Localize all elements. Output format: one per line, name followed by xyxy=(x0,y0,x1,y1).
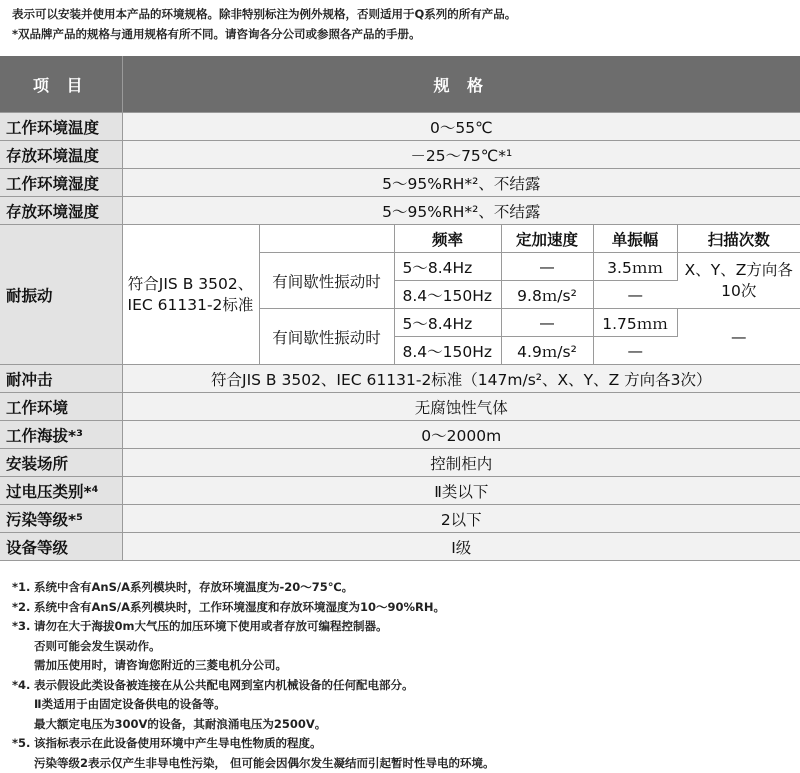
spec-table xyxy=(0,56,800,561)
footnote-line: 污染等级2表示仅产生非导电性污染， 但可能会因偶尔发生凝结而引起暂时性导电的环境。 xyxy=(34,755,495,770)
footnote-mark: *4. xyxy=(12,677,31,692)
row-item: 工作环境湿度 xyxy=(0,169,122,197)
vibration-sweep: — xyxy=(677,309,800,365)
footnote-line: 请勿在大于海拔0m大气压的加压环境下使用或者存放可编程控制器。 xyxy=(34,619,388,633)
row-value: Ⅰ级 xyxy=(122,533,800,561)
footnote xyxy=(12,598,495,618)
footnote-line: 需加压使用时，请咨询您附近的三菱电机分公司。 xyxy=(34,658,287,672)
footnote-line: 系统中含有AnS/A系列模块时，工作环境湿度和存放环境湿度为10～90%RH。 xyxy=(34,599,445,614)
footnote-line: 该指标表示在此设备使用环境中产生导电性物质的程度。 xyxy=(34,736,322,750)
row-value: 0～55℃ xyxy=(122,113,800,141)
table-row xyxy=(0,365,800,393)
vibration-freq: 5～8.4Hz xyxy=(394,253,501,281)
vibration-amp: 3.5ｍｍ xyxy=(593,253,677,281)
footnote xyxy=(12,734,495,773)
row-item: 设备等级 xyxy=(0,533,122,561)
footnote-mark: *3. xyxy=(12,619,31,633)
row-item: 存放环境温度 xyxy=(0,141,122,169)
row-value: 5～95%RH*²、不结露 xyxy=(122,169,800,197)
row-value: Ⅱ类以下 xyxy=(122,477,800,505)
row-value: 控制柜内 xyxy=(122,449,800,477)
table-row xyxy=(0,197,800,225)
footnote-mark: *5. xyxy=(12,736,31,750)
row-value: 符合JIS B 3502、IEC 61131-2标准（147m/s²、X、Y、Z 方向各3次） xyxy=(122,365,800,393)
footnote-line: 表示假设此类设备被连接在从公共配电网到室内机械设备的任何配电部分。 xyxy=(34,677,414,692)
row-item: 工作海拔*³ xyxy=(0,421,122,449)
row-item: 过电压类别*⁴ xyxy=(0,477,122,505)
vibration-amp: 1.75ｍｍ xyxy=(593,309,677,337)
row-item: 存放环境湿度 xyxy=(0,197,122,225)
row-value: 5～95%RH*²、不结露 xyxy=(122,197,800,225)
table-row xyxy=(0,449,800,477)
row-item: 安装场所 xyxy=(0,449,122,477)
intro-line: *双品牌产品的规格与通用规格有所不同。请咨询各分公司或参照各产品的手册。 xyxy=(12,27,421,41)
vibration-freq: 5～8.4Hz xyxy=(394,309,501,337)
vibration-sweep-header: 扫描次数 xyxy=(677,225,800,253)
vibration-freq: 8.4～150Hz xyxy=(394,281,501,309)
header-spec: 规 格 xyxy=(122,56,800,113)
vibration-group-label: 有间歇性振动时 xyxy=(259,309,394,365)
vibration-freq: 8.4～150Hz xyxy=(394,337,501,365)
header-item: 项 目 xyxy=(0,56,122,113)
vibration-amp: — xyxy=(593,337,677,365)
vibration-accel: 9.8ｍ/s² xyxy=(501,281,593,309)
intro-line: 表示可以安装并使用本产品的环境规格。除非特别标注为例外规格，否则适用于Q系列的所有产品。 xyxy=(12,7,517,21)
vibration-accel-header: 定加速度 xyxy=(501,225,593,253)
intro-text xyxy=(12,4,516,44)
table-row xyxy=(0,505,800,533)
table-row xyxy=(0,113,800,141)
footnote-mark: *1. xyxy=(12,580,31,594)
table-row xyxy=(0,393,800,421)
table-row xyxy=(0,421,800,449)
vibration-sweep: X、Y、Z方向各10次 xyxy=(677,253,800,309)
table-header-row xyxy=(0,56,800,113)
row-item: 工作环境 xyxy=(0,393,122,421)
vibration-freq-header: 频率 xyxy=(394,225,501,253)
table-row xyxy=(0,533,800,561)
footnote xyxy=(12,676,495,735)
row-value: 无腐蚀性气体 xyxy=(122,393,800,421)
footnote-line: 最大额定电压为300V的设备，其耐浪涌电压为2500V。 xyxy=(34,716,327,731)
vibration-blank-cell xyxy=(259,225,394,253)
vibration-amp-header: 单振幅 xyxy=(593,225,677,253)
vibration-accel: — xyxy=(501,309,593,337)
footnotes xyxy=(12,578,495,773)
table-row xyxy=(0,169,800,197)
table-row xyxy=(0,141,800,169)
vibration-standard: 符合JIS B 3502、IEC 61131-2标准 xyxy=(122,225,259,365)
vibration-amp: — xyxy=(593,281,677,309)
footnote-line: Ⅱ类适用于由固定设备供电的设备等。 xyxy=(34,697,226,711)
row-value: 2以下 xyxy=(122,505,800,533)
vibration-accel: — xyxy=(501,253,593,281)
row-value: －25～75℃*¹ xyxy=(122,141,800,169)
footnote-line: 系统中含有AnS/A系列模块时，存放环境温度为-20～75℃。 xyxy=(34,580,354,594)
vibration-item: 耐振动 xyxy=(0,225,122,365)
row-item: 污染等级*⁵ xyxy=(0,505,122,533)
table-row xyxy=(0,477,800,505)
row-item: 耐冲击 xyxy=(0,365,122,393)
vibration-group-label: 有间歇性振动时 xyxy=(259,253,394,309)
vibration-accel: 4.9ｍ/s² xyxy=(501,337,593,365)
row-value: 0～2000m xyxy=(122,421,800,449)
footnote-mark: *2. xyxy=(12,599,31,614)
footnote xyxy=(12,617,495,676)
row-item: 工作环境温度 xyxy=(0,113,122,141)
footnote xyxy=(12,578,495,598)
vibration-header-row xyxy=(0,225,800,253)
footnote-line: 否则可能会发生误动作。 xyxy=(34,638,161,653)
